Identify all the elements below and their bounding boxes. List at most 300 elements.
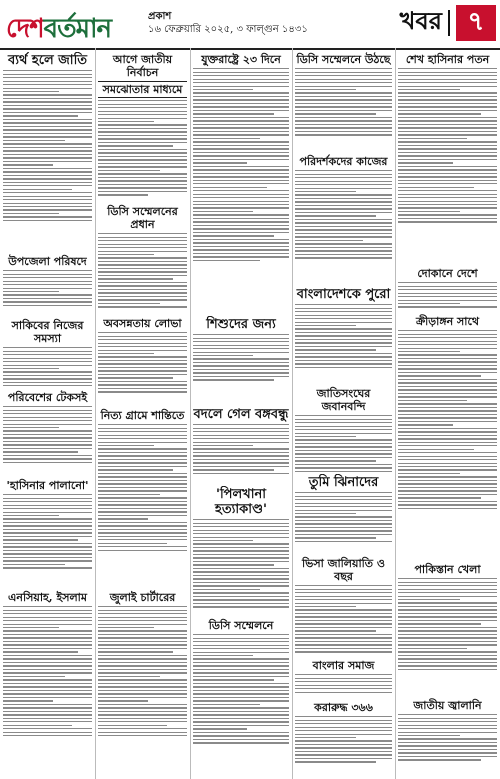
text-line — [193, 152, 289, 153]
text-line — [193, 348, 289, 349]
text-line — [193, 438, 289, 439]
text-line — [295, 229, 392, 230]
text-line — [193, 358, 289, 359]
text-line — [295, 174, 392, 175]
article — [295, 556, 392, 656]
text-line — [3, 518, 92, 519]
text-line — [98, 494, 160, 495]
article-body — [3, 606, 92, 736]
text-line — [98, 107, 187, 108]
text-line — [98, 278, 173, 279]
text-line — [3, 546, 92, 547]
text-line — [193, 700, 289, 701]
text-line — [398, 204, 497, 205]
text-line — [295, 630, 376, 631]
text-line — [98, 445, 154, 446]
text-line — [398, 494, 497, 495]
text-line — [398, 361, 497, 362]
text-line — [398, 421, 497, 422]
text-line — [3, 627, 59, 628]
text-line — [398, 655, 497, 656]
text-line — [398, 442, 497, 443]
text-line — [295, 72, 392, 73]
text-line — [398, 379, 497, 380]
text-line — [98, 700, 148, 701]
article — [3, 590, 92, 774]
text-line — [98, 648, 187, 649]
text-line — [295, 641, 392, 642]
text-line — [98, 438, 187, 439]
text-line — [193, 166, 289, 167]
text-line — [398, 669, 497, 670]
text-line — [193, 596, 289, 597]
text-line — [98, 641, 187, 642]
text-line — [398, 348, 497, 349]
text-line — [398, 438, 497, 439]
text-line — [398, 221, 497, 222]
text-line — [3, 171, 92, 172]
text-line — [98, 350, 187, 351]
text-line — [398, 589, 497, 590]
text-line — [3, 606, 92, 607]
text-line — [295, 367, 392, 368]
text-line — [398, 334, 497, 335]
text-line — [193, 648, 289, 649]
text-line — [3, 375, 92, 376]
text-line — [98, 289, 187, 290]
text-line — [98, 356, 187, 357]
text-line — [295, 471, 392, 472]
text-line — [3, 185, 92, 186]
headline: 'হাসিনার পালানো' — [6, 479, 89, 492]
headline: উপজেলা পরিষদে — [8, 255, 87, 268]
text-line — [98, 303, 160, 304]
text-line — [98, 610, 187, 611]
text-line — [295, 99, 392, 100]
text-line — [398, 79, 497, 80]
text-line — [98, 459, 187, 460]
text-line — [3, 291, 59, 292]
text-line — [3, 672, 92, 673]
text-line — [398, 211, 460, 212]
text-line — [3, 203, 92, 204]
article-body — [295, 68, 392, 136]
text-line — [98, 124, 187, 125]
text-line — [193, 568, 289, 569]
text-line — [295, 304, 392, 305]
text-line — [193, 352, 289, 353]
headline: ক্রীড়াঙ্গন সাথে — [415, 315, 480, 328]
text-line — [193, 578, 289, 579]
text-line — [398, 732, 497, 733]
text-line — [295, 308, 392, 309]
text-line — [295, 723, 392, 724]
text-line — [193, 550, 289, 551]
text-line — [3, 140, 65, 141]
headline: জুলাই চার্টারের — [109, 591, 176, 604]
text-line — [295, 86, 392, 87]
text-line — [98, 114, 187, 115]
text-line — [3, 284, 92, 285]
text-line — [3, 164, 53, 165]
text-line — [398, 634, 497, 635]
text-line — [295, 188, 392, 189]
text-line — [398, 82, 497, 83]
text-line — [398, 452, 497, 453]
text-line — [98, 483, 187, 484]
text-line — [193, 676, 289, 677]
text-line — [295, 120, 392, 121]
text-line — [398, 596, 497, 597]
text-line — [193, 665, 289, 666]
text-line — [398, 389, 497, 390]
text-line — [398, 644, 497, 645]
text-line — [3, 150, 92, 151]
text-line — [193, 162, 247, 163]
text-line — [398, 428, 497, 429]
text-line — [295, 439, 392, 440]
text-line — [295, 110, 392, 111]
text-line — [295, 363, 392, 364]
text-line — [193, 79, 289, 80]
text-line — [398, 463, 497, 464]
text-line — [3, 550, 92, 551]
headline: বাংলার সমাজ — [312, 659, 375, 672]
text-line — [295, 339, 392, 340]
text-line — [98, 424, 187, 425]
text-line — [98, 469, 173, 470]
text-line — [98, 336, 187, 337]
text-line — [295, 236, 392, 237]
text-line — [3, 693, 92, 694]
text-line — [295, 460, 376, 461]
text-line — [295, 609, 392, 610]
text-line — [295, 353, 392, 354]
text-line — [398, 609, 497, 610]
text-line — [3, 676, 65, 677]
text-line — [3, 613, 92, 614]
text-line — [193, 707, 289, 708]
text-line — [193, 641, 289, 642]
text-line — [98, 391, 187, 392]
text-line — [295, 349, 376, 350]
text-line — [98, 539, 187, 540]
text-line — [98, 455, 187, 456]
text-line — [398, 602, 497, 603]
text-line — [398, 337, 497, 338]
text-line — [193, 540, 253, 541]
text-line — [295, 613, 392, 614]
text-line — [3, 417, 92, 418]
text-line — [98, 497, 187, 498]
text-line — [98, 704, 187, 705]
text-line — [398, 735, 460, 736]
headline: তুমি ঝিনাদের — [308, 475, 379, 490]
text-line — [3, 624, 92, 625]
text-line — [98, 707, 187, 708]
text-line — [3, 690, 92, 691]
text-line — [295, 184, 392, 185]
text-line — [193, 124, 289, 125]
text-line — [3, 108, 92, 109]
text-line — [295, 194, 392, 195]
text-line — [98, 543, 167, 544]
text-line — [193, 742, 289, 743]
headline: ভিসা জালিয়াতি ও বছর — [301, 557, 385, 583]
text-line — [98, 367, 187, 368]
text-line — [98, 735, 187, 736]
text-line — [193, 557, 289, 558]
text-line — [398, 190, 497, 191]
text-line — [3, 669, 92, 670]
text-line — [295, 734, 392, 735]
text-line — [295, 747, 392, 748]
text-line — [295, 254, 392, 255]
text-line — [98, 343, 187, 344]
text-line — [3, 157, 92, 158]
text-line — [3, 168, 92, 169]
text-line — [98, 634, 187, 635]
text-line — [98, 254, 154, 255]
article — [398, 52, 497, 264]
text-line — [295, 415, 392, 416]
article — [295, 474, 392, 554]
text-line — [98, 346, 187, 347]
column-rule — [95, 48, 96, 779]
text-line — [3, 94, 92, 95]
text-line — [295, 623, 392, 624]
text-line — [398, 745, 497, 746]
text-line — [193, 564, 274, 565]
article — [398, 266, 497, 312]
text-line — [295, 530, 392, 531]
text-line — [295, 520, 392, 521]
text-line — [193, 469, 274, 470]
text-line — [3, 358, 92, 359]
text-line — [398, 658, 497, 659]
text-line — [3, 206, 92, 207]
text-line — [398, 207, 497, 208]
text-line — [193, 575, 289, 576]
text-line — [193, 183, 289, 184]
text-line — [98, 100, 187, 101]
text-line — [3, 637, 92, 638]
text-line — [3, 718, 92, 719]
article-body — [398, 578, 497, 670]
text-line — [193, 246, 289, 247]
text-line — [98, 163, 187, 164]
text-line — [98, 332, 187, 333]
text-line — [398, 289, 497, 290]
text-line — [98, 651, 173, 652]
text-line — [98, 152, 187, 153]
text-line — [295, 113, 376, 114]
text-line — [398, 473, 460, 474]
text-line — [398, 169, 497, 170]
text-line — [398, 752, 497, 753]
headline: দোকানে দেশে — [417, 267, 478, 280]
text-line — [398, 148, 497, 149]
text-line — [398, 396, 497, 397]
logo-part-desh: দেশ — [6, 14, 44, 44]
text-line — [193, 204, 289, 205]
text-line — [295, 599, 392, 600]
text-line — [193, 92, 289, 93]
text-line — [193, 106, 289, 107]
article-body — [3, 494, 92, 569]
text-line — [98, 135, 187, 136]
headline: পাকিস্তান খেলা — [414, 563, 481, 576]
text-line — [398, 490, 497, 491]
text-line — [3, 91, 59, 92]
article — [193, 316, 289, 390]
text-line — [398, 159, 497, 160]
text-line — [398, 187, 474, 188]
text-line — [3, 371, 92, 372]
text-line — [193, 714, 289, 715]
text-line — [98, 159, 187, 160]
text-line — [98, 617, 187, 618]
text-line — [295, 620, 392, 621]
text-line — [193, 239, 289, 240]
article-body — [98, 606, 187, 736]
text-line — [98, 624, 187, 625]
text-line — [193, 704, 260, 705]
article — [98, 204, 187, 314]
text-line — [98, 370, 187, 371]
text-line — [193, 589, 260, 590]
text-line — [98, 170, 160, 171]
text-line — [295, 106, 392, 107]
text-line — [193, 554, 289, 555]
text-line — [98, 374, 187, 375]
text-line — [98, 435, 187, 436]
text-line — [398, 201, 497, 202]
text-line — [295, 315, 392, 316]
headline: ডিসি সম্মেলনে উঠছে — [296, 53, 391, 66]
text-line — [295, 754, 392, 755]
text-line — [295, 419, 392, 420]
article-body — [193, 634, 289, 743]
text-line — [398, 218, 497, 219]
article — [295, 700, 392, 774]
text-line — [398, 365, 497, 366]
text-line — [193, 180, 289, 181]
text-line — [193, 75, 289, 76]
article-body — [98, 100, 187, 195]
text-line — [295, 131, 392, 132]
headline: 'পিলখানা হত্যাকাণ্ড' — [215, 487, 267, 517]
text-line — [295, 688, 392, 689]
text-line — [193, 131, 289, 132]
article-body — [193, 334, 289, 381]
text-line — [98, 511, 187, 512]
text-line — [193, 526, 289, 527]
date-text: ১৬ ফেব্রুয়ারি ২০২৫, ৩ ফাল্গুন ১৪৩১ — [148, 24, 308, 35]
text-line — [3, 553, 92, 554]
text-line — [193, 190, 289, 191]
text-line — [193, 718, 289, 719]
text-line — [3, 199, 92, 200]
text-line — [193, 459, 289, 460]
text-line — [295, 513, 356, 514]
text-line — [98, 377, 173, 378]
text-line — [398, 72, 497, 73]
article — [295, 154, 392, 284]
text-line — [398, 344, 497, 345]
text-line — [3, 536, 92, 537]
text-line — [3, 714, 92, 715]
text-line — [98, 515, 187, 516]
column-rule — [190, 48, 191, 779]
text-line — [295, 82, 392, 83]
text-line — [98, 644, 187, 645]
text-line — [295, 585, 392, 586]
text-line — [98, 508, 187, 509]
text-line — [3, 529, 92, 530]
text-line — [98, 487, 187, 488]
text-line — [98, 529, 187, 530]
text-line — [398, 648, 467, 649]
article-body — [295, 415, 392, 472]
text-line — [295, 212, 392, 213]
text-line — [3, 557, 92, 558]
article-body — [98, 332, 187, 393]
text-line — [193, 634, 289, 635]
text-line — [398, 155, 497, 156]
text-line — [3, 498, 92, 499]
text-line — [98, 725, 167, 726]
text-line — [295, 510, 392, 511]
text-line — [3, 525, 92, 526]
article-body — [295, 304, 392, 368]
text-line — [3, 711, 92, 712]
text-line — [295, 453, 392, 454]
text-line — [193, 82, 289, 83]
text-line — [3, 298, 92, 299]
text-line — [398, 120, 497, 121]
text-line — [398, 508, 497, 509]
text-line — [193, 138, 260, 139]
text-line — [3, 620, 92, 621]
text-line — [98, 240, 187, 241]
text-line — [398, 176, 497, 177]
text-line — [98, 525, 187, 526]
text-line — [193, 249, 289, 250]
text-line — [193, 424, 289, 425]
text-line — [295, 730, 392, 731]
text-line — [193, 431, 289, 432]
text-line — [98, 121, 154, 122]
text-line — [193, 113, 274, 114]
text-line — [3, 178, 92, 179]
text-line — [98, 166, 187, 167]
text-line — [193, 725, 289, 726]
text-line — [3, 305, 92, 306]
text-line — [398, 180, 497, 181]
text-line — [98, 131, 187, 132]
text-line — [398, 89, 460, 90]
text-line — [98, 363, 187, 364]
text-line — [398, 96, 497, 97]
text-line — [3, 462, 92, 463]
text-line — [295, 692, 392, 693]
text-line — [295, 446, 392, 447]
text-line — [398, 725, 497, 726]
text-line — [193, 218, 289, 219]
text-line — [295, 516, 392, 517]
text-line — [98, 686, 187, 687]
